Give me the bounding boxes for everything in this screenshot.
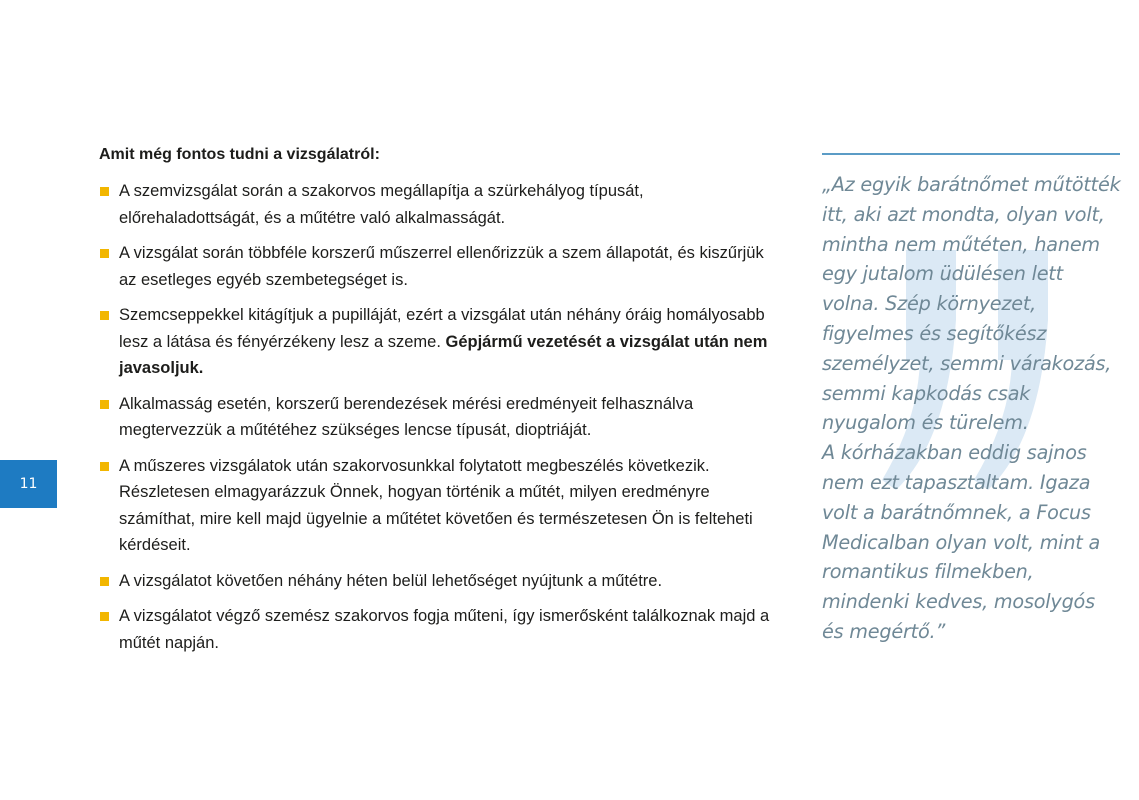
info-list <box>99 178 771 656</box>
list-item-text: A vizsgálat során többféle korszerű műszerrel ellenőrizzük a szem állapotát, és kiszűrjük az esetleges egyéb szembetegséget is. <box>119 244 764 289</box>
square-bullet-icon <box>100 187 109 196</box>
page-number: 11 <box>19 476 38 492</box>
square-bullet-icon <box>100 400 109 409</box>
square-bullet-icon <box>100 462 109 471</box>
section-heading: Amit még fontos tudni a vizsgálatról: <box>99 146 380 163</box>
list-item-text: Alkalmasság esetén, korszerű berendezések mérési eredményeit felhasználva megtervezzük a műtétéhez szükséges lencse típusát, dioptriáját. <box>119 394 694 439</box>
list-item-text: A szemvizsgálat során a szakorvos megállapítja a szürkehályog típusát, előrehaladottságát, és a műtétre való alkalmasságát. <box>119 182 644 227</box>
list-item-text: A műszeres vizsgálatok után szakorvosunkkal folytatott megbeszélés következik. Részletesen elmagyarázzuk Önnek, hogyan történik a műtét, milyen eredményre számíthat, mire kell majd ügyelnie a műtétet követően és természetesen Ön is felteheti kérdéseit. <box>119 456 753 554</box>
list-item-emphasis: Gépjármű vezetését a vizsgálat után nem javasoljuk. <box>119 332 768 377</box>
info-section <box>99 144 771 665</box>
square-bullet-icon <box>100 612 109 621</box>
testimonial-quote: „Az egyik barátnőmet műtötték itt, aki azt mondta, olyan volt, mintha nem műtéten, hanem egy jutalom üdülésen lett volna. Szép környezet, figyelmes és segítőkész személyzet, semmi várakozás, semmi kapkodás csak nyugalom és türelem. A kórházakban eddig sajnos nem ezt tapasztaltam. Igaza volt a barátnőmnek, a Focus Medicalban olyan volt, mint a romantikus filmekben, mindenki kedves, mosolygós és megértő.” <box>822 173 1121 643</box>
list-item <box>99 302 771 382</box>
list-item <box>99 240 771 293</box>
list-item <box>99 178 771 231</box>
square-bullet-icon <box>100 311 109 320</box>
list-item-text: Szemcseppekkel kitágítjuk a pupilláját, ezért a vizsgálat után néhány óráig homályosabb lesz a látása és fényérzékeny lesz a szeme. <box>119 306 765 351</box>
list-item <box>99 391 771 444</box>
square-bullet-icon <box>100 577 109 586</box>
list-item <box>99 453 771 559</box>
page-number-tab <box>0 460 57 508</box>
square-bullet-icon <box>100 249 109 258</box>
list-item-text: A vizsgálatot végző szemész szakorvos fogja műteni, így ismerősként találkoznak majd a műtét napján. <box>119 607 770 652</box>
list-item <box>99 603 771 656</box>
list-item-text: A vizsgálatot követően néhány héten belül lehetőséget nyújtunk a műtétre. <box>119 571 663 590</box>
list-item <box>99 568 771 595</box>
